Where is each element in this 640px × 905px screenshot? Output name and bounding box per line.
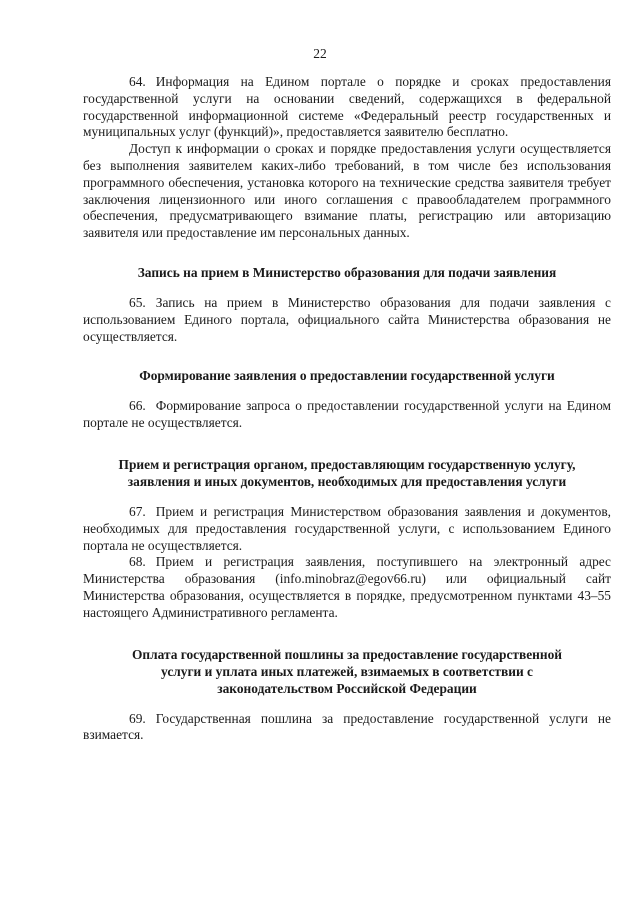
paragraph-number: 68.	[129, 554, 146, 570]
heading-line: Прием и регистрация органом, предоставляющим государственную услугу,	[118, 456, 576, 472]
paragraph-number: 65.	[129, 294, 146, 310]
paragraph-number: 69.	[129, 710, 146, 726]
paragraph-66	[83, 398, 611, 432]
paragraph-text: Доступ к информации о сроках и порядке предоставления услуги осуществляется без выполнения заявителем каких-либо требований, в том числе без использования программного обеспечения, установка которого на технические средства заявителя требует заключения лицензионного или иного соглашения с правообладателем программного обеспечения, предусматривающего взимание платы, регистрацию или авторизацию заявителя или предоставление им персональных данных.	[83, 141, 611, 241]
heading-line: законодательством Российской Федерации	[217, 680, 477, 696]
paragraph-67	[83, 504, 611, 554]
paragraph-65	[83, 295, 611, 345]
paragraph-text: Прием и регистрация заявления, поступившего на электронный адрес Министерства образования (info.minobraz@egov66.ru) или официальный сайт Министерства образования, осуществляется в порядке, предусмотренном пунктами 43–55 настоящего Административного регламента.	[83, 554, 611, 620]
paragraph-text: Запись на прием в Министерство образования для подачи заявления с использованием Единого портала, официального сайта Министерства образования не осуществляется.	[83, 294, 611, 344]
section-heading-application-forming: Формирование заявления о предоставлении государственной услуги	[139, 368, 555, 384]
paragraph-text: Государственная пошлина за предоставление государственной услуги не взимается.	[83, 710, 611, 743]
paragraph-number: 67.	[129, 503, 146, 519]
paragraph-text: Информация на Едином портале о порядке и сроках предоставления государственной услуги на основании сведений, содержащихся в федеральной государственной информационной системе «Федеральный реестр государственных и муниципальных услуг (функций)», предоставляется заявителю бесплатно.	[83, 74, 611, 140]
heading-line: заявления и иных документов, необходимых для предоставления услуги	[127, 473, 567, 489]
section-heading-appointment: Запись на прием в Министерство образования для подачи заявления	[137, 264, 557, 280]
section-heading-state-fee	[83, 646, 611, 697]
paragraph-64-continued	[83, 141, 611, 242]
paragraph-68	[83, 554, 611, 621]
heading-line: Оплата государственной пошлины за предоставление государственной	[131, 646, 563, 662]
paragraph-64	[83, 74, 611, 141]
page-number: 22	[313, 46, 327, 61]
paragraph-number: 64.	[129, 74, 146, 89]
paragraph-69	[83, 711, 611, 745]
paragraph-text: Формирование запроса о предоставлении государственной услуги на Едином портале не осуществляется.	[83, 398, 611, 431]
heading-line: услуги и уплата иных платежей, взимаемых в соответствии с	[161, 663, 533, 679]
document-body	[83, 74, 611, 744]
paragraph-text: Прием и регистрация Министерством образования заявления и документов, необходимых для предоставления государственной услуги, с использованием Единого портала не осуществляется.	[83, 503, 611, 553]
paragraph-number: 66.	[129, 398, 146, 414]
section-heading-reception-registration	[83, 456, 611, 490]
